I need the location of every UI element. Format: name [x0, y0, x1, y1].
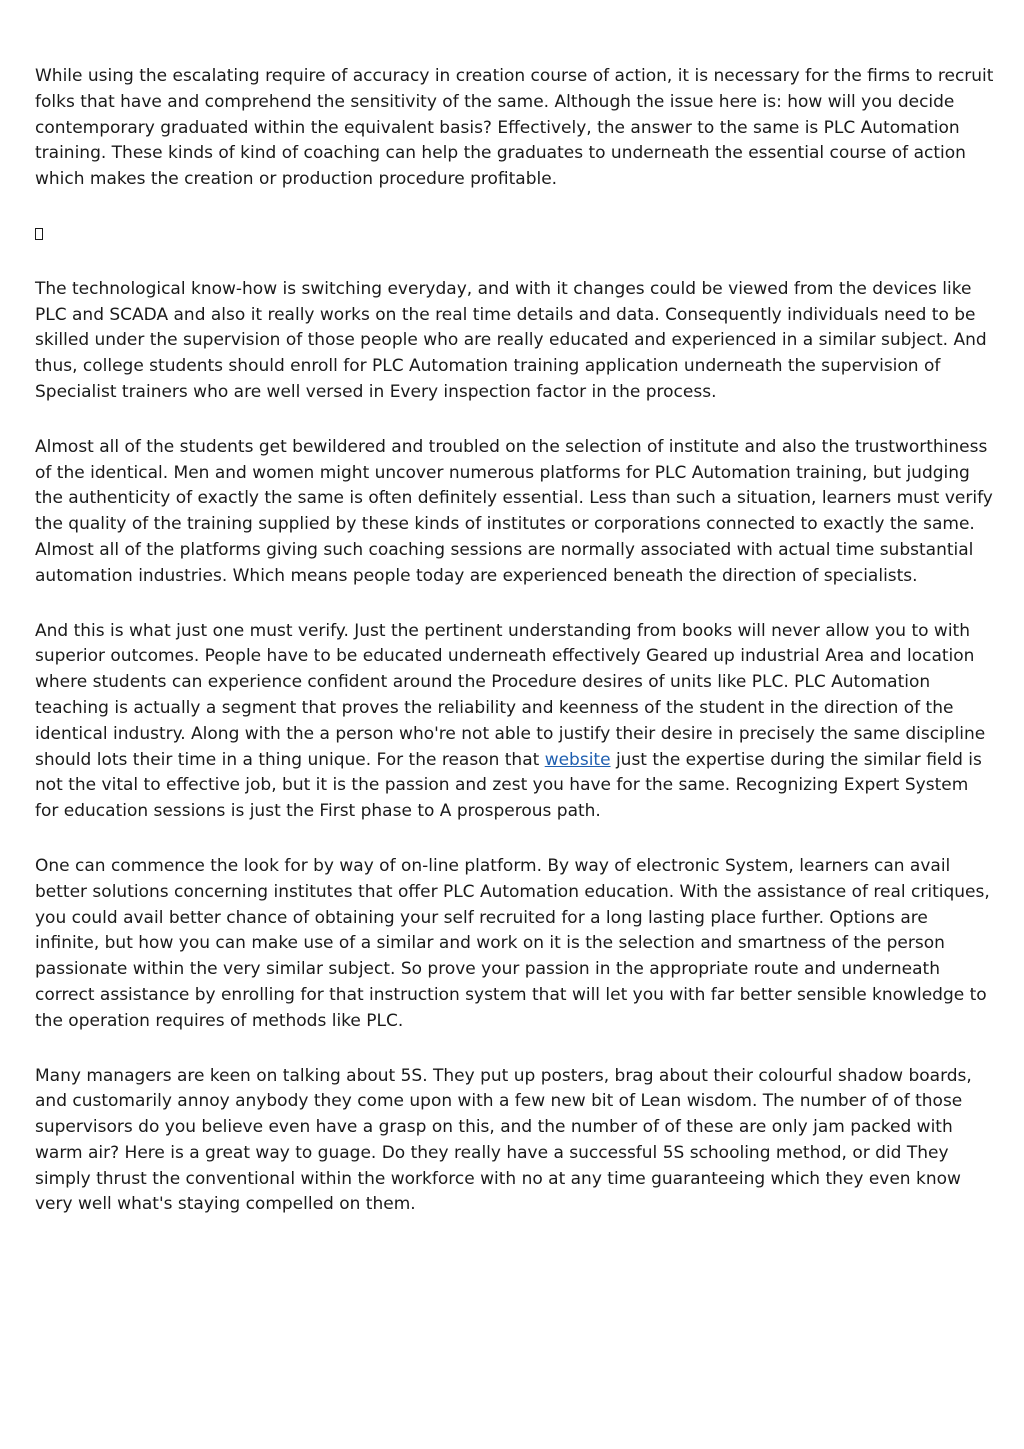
paragraph-1: While using the escalating require of accuracy in creation course of action, it is necessary for the firms to recruit folks that have and comprehend the sensitivity of the same. Although the issue here is: how will you decide contemporary graduated within the equivalent basis? Effectively, the answer to the same is PLC Automation training. These kinds of kind of coaching can help the graduates to underneath the essential course of action which makes the creation or production procedure profitable. [35, 66, 994, 190]
document-body [35, 64, 995, 1247]
glyph-paragraph [35, 222, 995, 248]
paragraph-6: Many managers are keen on talking about 5S. They put up posters, brag about their colourful shadow boards, and customarily annoy anybody they come upon with a few new bit of Lean wisdom. The number of of those supervisors do you believe even have a grasp on this, and the number of of these are only jam packed with warm air? Here is a great way to guage. Do they really have a successful 5S schooling method, or did They simply thrust the conventional within the workforce with no at any time guaranteeing which they even know very well what's staying compelled on them. [35, 1065, 972, 1215]
paragraph-4-text-before-link: And this is what just one must verify. Just the pertinent understanding from books will never allow you to with superior outcomes. People have to be educated underneath effectively Geared up industrial Area and location where students can experience confident around the Procedure desires of units like PLC. PLC Automation teaching is actually a segment that proves the reliability and keenness of the student in the direction of the identical industry. Along with the a person who're not able to justify their desire in precisely the same discipline should lots their time in a thing unique. For the reason that [35, 620, 986, 770]
paragraph-3: Almost all of the students get bewildered and troubled on the selection of institute and also the trustworthiness of the identical. Men and women might uncover numerous platforms for PLC Automation training, but judging the authenticity of exactly the same is often definitely essential. Less than such a situation, learners must verify the quality of the training supplied by these kinds of institutes or corporations connected to exactly the same. Almost all of the platforms giving such coaching sessions are normally associated with actual time substantial automation industries. Which means people today are experienced beneath the direction of specialists. [35, 436, 993, 586]
website-link[interactable]: website [544, 749, 611, 770]
paragraph-4-text-after-link: just the expertise during the similar field is not the vital to effective job, but it is the passion and zest you have for the same. Recognizing Expert System for education sessions is just the First phase to A prosperous path. [35, 749, 982, 822]
paragraph-5: One can commence the look for by way of on-line platform. By way of electronic System, learners can avail better solutions concerning institutes that offer PLC Automation education. With the assistance of real critiques, you could avail better chance of obtaining your self recruited for a long lasting place further. Options are infinite, but how you can make use of a similar and work on it is the selection and smartness of the person passionate within the very similar subject. So prove your passion in the appropriate route and underneath correct assistance by enrolling for that instruction system that will let you with far better sensible knowledge to the operation requires of methods like PLC. [35, 855, 990, 1031]
paragraph-4 [35, 619, 995, 825]
paragraph-2: The technological know-how is switching everyday, and with it changes could be viewed from the devices like PLC and SCADA and also it really works on the real time details and data. Consequently individuals need to be skilled under the supervision of those people who are really educated and experienced in a similar subject. And thus, college students should enroll for PLC Automation training application underneath the supervision of Specialist trainers who are well versed in Every inspection factor in the process. [35, 278, 987, 402]
missing-character-icon [35, 228, 43, 240]
